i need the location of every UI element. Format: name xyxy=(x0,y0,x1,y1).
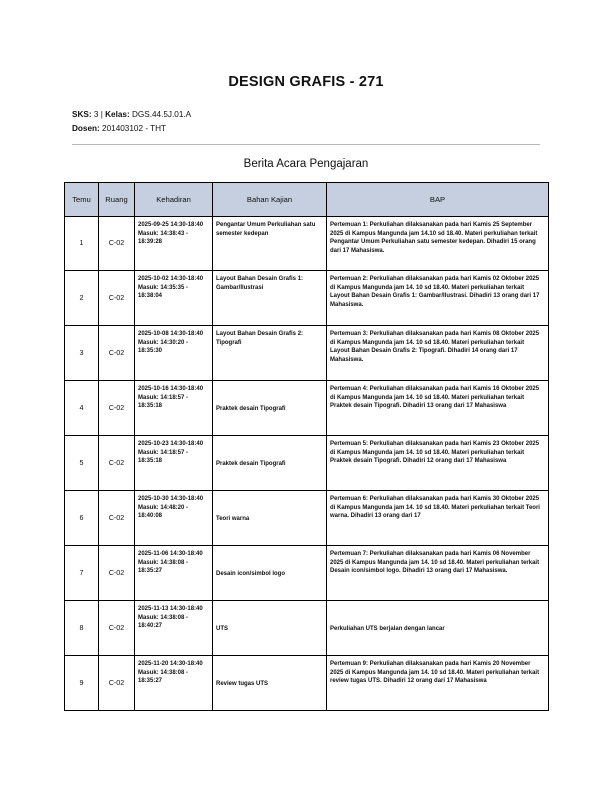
cell-temu: 7 xyxy=(65,546,99,601)
cell-temu: 8 xyxy=(65,601,99,656)
table-row xyxy=(65,491,549,546)
cell-bap: Pertemuan 6: Perkuliahan dilaksanakan pada hari Kamis 30 Oktober 2025 di Kampus Mangunda jam 14. 10 sd 18.40. Materi perkuliahan terkait Teori warna. Dihadiri 13 orang dari 17 xyxy=(327,491,549,546)
cell-kehadiran: 2025-11-06 14:30-18:40 Masuk: 14:38:08 - 18:35:27 xyxy=(135,546,213,601)
lecturer-info xyxy=(72,124,166,134)
header-bap: BAP xyxy=(327,183,549,217)
teaching-report-table xyxy=(64,182,549,711)
kelas-value: DGS.44.5J.01.A xyxy=(131,110,192,119)
table-row xyxy=(65,326,549,381)
cell-kehadiran: 2025-10-23 14:30-18:40 Masuk: 14:18:57 - 18:35:18 xyxy=(135,436,213,491)
cell-bahan-kajian: Review tugas UTS xyxy=(213,656,327,711)
header-kehadiran: Kehadiran xyxy=(135,183,213,217)
cell-kehadiran: 2025-10-30 14:30-18:40 Masuk: 14:48:20 - 18:40:08 xyxy=(135,491,213,546)
cell-bahan-kajian: Pengantar Umum Perkuliahan satu semester kedepan xyxy=(213,217,327,271)
cell-bap: Pertemuan 2: Perkuliahan dilaksanakan pada hari Kamis 02 Oktober 2025 di Kampus Mangunda jam 14. 10 sd 18.40. Materi perkuliahan terkait Layout Bahan Desain Grafis 1: Gambar/Ilustrasi. Dihadiri 13 orang dari 17 Mahasiswa. xyxy=(327,271,549,326)
table-row xyxy=(65,656,549,711)
cell-ruang: C-02 xyxy=(99,381,135,436)
cell-bap: Perkuliahan UTS berjalan dengan lancar xyxy=(327,601,549,656)
cell-temu: 5 xyxy=(65,436,99,491)
cell-bahan-kajian: Layout Bahan Desain Grafis 1: Gambar/Ilustrasi xyxy=(213,271,327,326)
dosen-value: 201403102 - THT xyxy=(102,124,167,133)
cell-kehadiran: 2025-11-20 14:30-18:40 Masuk: 14:38:08 - 18:35:27 xyxy=(135,656,213,711)
cell-kehadiran: 2025-11-13 14:30-18:40 Masuk: 14:38:08 - 18:40:27 xyxy=(135,601,213,656)
cell-bap: Pertemuan 9: Perkuliahan dilaksanakan pada hari Kamis 20 November 2025 di Kampus Mangunda jam 14. 10 sd 18.40. Materi perkuliahan terkait review tugas UTS. Dihadiri 12 orang dari 17 Mahasiswa xyxy=(327,656,549,711)
table-header-row xyxy=(65,183,549,217)
course-title: DESIGN GRAFIS - 271 xyxy=(228,74,384,90)
separator: | xyxy=(100,110,103,119)
cell-temu: 4 xyxy=(65,381,99,436)
cell-temu: 2 xyxy=(65,271,99,326)
table-row xyxy=(65,546,549,601)
cell-bap: Pertemuan 5: Perkuliahan dilaksanakan pada hari Kamis 23 Oktober 2025 di Kampus Mangunda jam 14. 10 sd 18.40. Materi perkuliahan terkait Praktek desain Tipografi. Dihadiri 12 orang dari 17 Mahasiswa xyxy=(327,436,549,491)
cell-bahan-kajian: Layout Bahan Desain Grafis 2: Tipografi xyxy=(213,326,327,381)
header-ruang: Ruang xyxy=(99,183,135,217)
cell-temu: 1 xyxy=(65,217,99,271)
cell-kehadiran: 2025-10-08 14:30-18:40 Masuk: 14:30:20 - 18:35:30 xyxy=(135,326,213,381)
cell-temu: 9 xyxy=(65,656,99,711)
table-row xyxy=(65,217,549,271)
cell-temu: 6 xyxy=(65,491,99,546)
cell-kehadiran: 2025-09-25 14:30-18:40 Masuk: 14:38:43 - 18:39:28 xyxy=(135,217,213,271)
cell-ruang: C-02 xyxy=(99,546,135,601)
cell-bahan-kajian: UTS xyxy=(213,601,327,656)
divider xyxy=(72,144,540,145)
cell-ruang: C-02 xyxy=(99,601,135,656)
cell-ruang: C-02 xyxy=(99,271,135,326)
cell-bahan-kajian: Teori warna xyxy=(213,491,327,546)
cell-bap: Pertemuan 3: Perkuliahan dilaksanakan pada hari Kamis 08 Oktober 2025 di Kampus Mangunda jam 14. 10 sd 18.40. Materi perkuliahan terkait Layout Bahan Desain Grafis 2: Tipografi. Dihadiri 14 orang dari 17 Mahasiswa. xyxy=(327,326,549,381)
sks-label: SKS: xyxy=(72,110,92,119)
cell-ruang: C-02 xyxy=(99,656,135,711)
table-row xyxy=(65,381,549,436)
cell-bap: Pertemuan 4: Perkuliahan dilaksanakan pada hari Kamis 16 Oktober 2025 di Kampus Mangunda jam 14. 10 sd 18.40. Materi perkuliahan terkait Praktek desain Tipografi. Dihadiri 13 orang dari 17 Mahasiswa xyxy=(327,381,549,436)
course-class-info xyxy=(72,110,191,120)
cell-bahan-kajian: Desain icon/simbol logo xyxy=(213,546,327,601)
cell-temu: 3 xyxy=(65,326,99,381)
header-bahan-kajian: Bahan Kajian xyxy=(213,183,327,217)
sks-value: 3 xyxy=(93,110,99,119)
cell-bahan-kajian: Praktek desain Tipografi xyxy=(213,381,327,436)
table-row xyxy=(65,436,549,491)
cell-bahan-kajian: Praktek desain Tipografi xyxy=(213,436,327,491)
cell-ruang: C-02 xyxy=(99,491,135,546)
cell-ruang: C-02 xyxy=(99,217,135,271)
section-title: Berita Acara Pengajaran xyxy=(243,158,369,170)
cell-bap: Pertemuan 1: Perkuliahan dilaksanakan pada hari Kamis 25 September 2025 di Kampus Mangunda jam 14.10 sd 18.40. Materi perkuliahan terkait Pengantar Umum Perkuliahan satu semester kedepan. Dihadiri 15 orang dari 17 Mahasiswa. xyxy=(327,217,549,271)
cell-kehadiran: 2025-10-02 14:30-18:40 Masuk: 14:35:35 - 18:38:04 xyxy=(135,271,213,326)
cell-bap: Pertemuan 7: Perkuliahan dilaksanakan pada hari Kamis 06 November 2025 di Kampus Mangunda jam 14. 10 sd 18.40. Materi perkuliahan terkait Desain icon/simbol logo. Dihadiri 13 orang dari 17 Mahasiswa. xyxy=(327,546,549,601)
dosen-label: Dosen: xyxy=(72,124,100,133)
cell-ruang: C-02 xyxy=(99,326,135,381)
cell-ruang: C-02 xyxy=(99,436,135,491)
table-row xyxy=(65,271,549,326)
header-temu: Temu xyxy=(65,183,99,217)
table-row xyxy=(65,601,549,656)
kelas-label: Kelas: xyxy=(105,110,130,119)
cell-kehadiran: 2025-10-16 14:30-18:40 Masuk: 14:18:57 - 18:35:18 xyxy=(135,381,213,436)
